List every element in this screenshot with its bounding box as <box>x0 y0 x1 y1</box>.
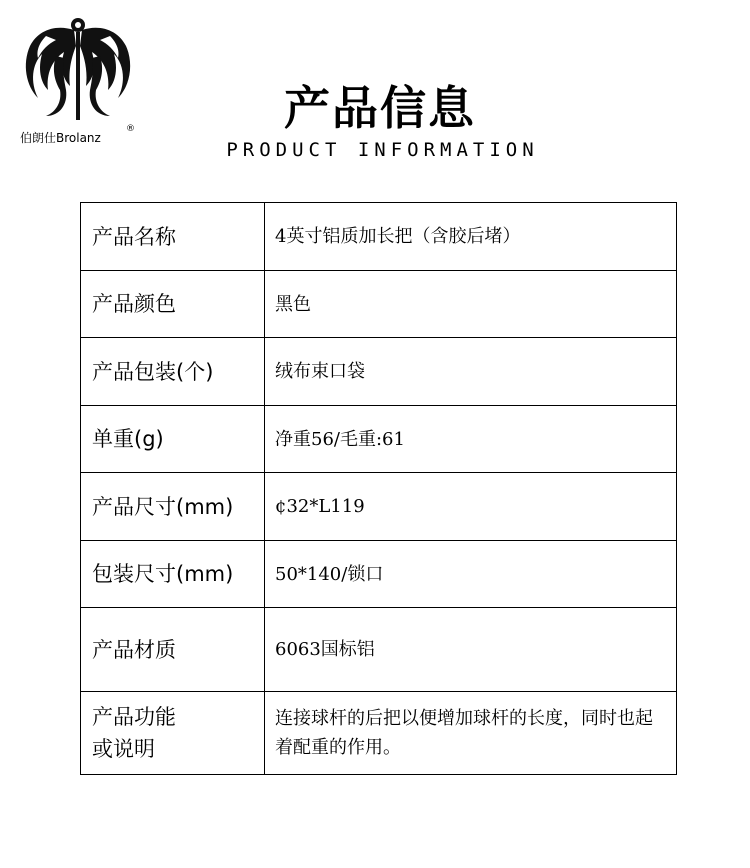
row-label: 产品尺寸(mm) <box>81 473 265 541</box>
row-label: 包装尺寸(mm) <box>81 541 265 608</box>
table-row <box>81 338 677 406</box>
page-subtitle: PRODUCT INFORMATION <box>226 139 539 161</box>
table-row <box>81 406 677 473</box>
row-label: 产品功能 或说明 <box>81 692 265 775</box>
brand-name: 伯朗仕Brolanz <box>20 131 101 145</box>
table-row <box>81 271 677 338</box>
row-label: 产品包装(个) <box>81 338 265 406</box>
row-label: 产品名称 <box>81 203 265 271</box>
row-value: 连接球杆的后把以便增加球杆的长度，同时也起着配重的作用。 <box>265 692 677 775</box>
table-row <box>81 692 677 775</box>
row-value: 4英寸铝质加长把（含胶后堵） <box>265 203 677 271</box>
table-row <box>81 608 677 692</box>
row-value: ¢32*L119 <box>265 473 677 541</box>
table-row <box>81 473 677 541</box>
row-value: 6063国标铝 <box>265 608 677 692</box>
table-row <box>81 203 677 271</box>
table-row <box>81 541 677 608</box>
row-label: 产品材质 <box>81 608 265 692</box>
row-label: 单重(g) <box>81 406 265 473</box>
registered-mark: ® <box>126 124 135 134</box>
row-value: 净重56/毛重:61 <box>265 406 677 473</box>
row-label: 产品颜色 <box>81 271 265 338</box>
page-title: 产品信息 <box>284 81 476 135</box>
row-value: 绒布束口袋 <box>265 338 677 406</box>
product-info-table <box>80 202 677 775</box>
row-value: 黑色 <box>265 271 677 338</box>
row-value: 50*140/锁口 <box>265 541 677 608</box>
